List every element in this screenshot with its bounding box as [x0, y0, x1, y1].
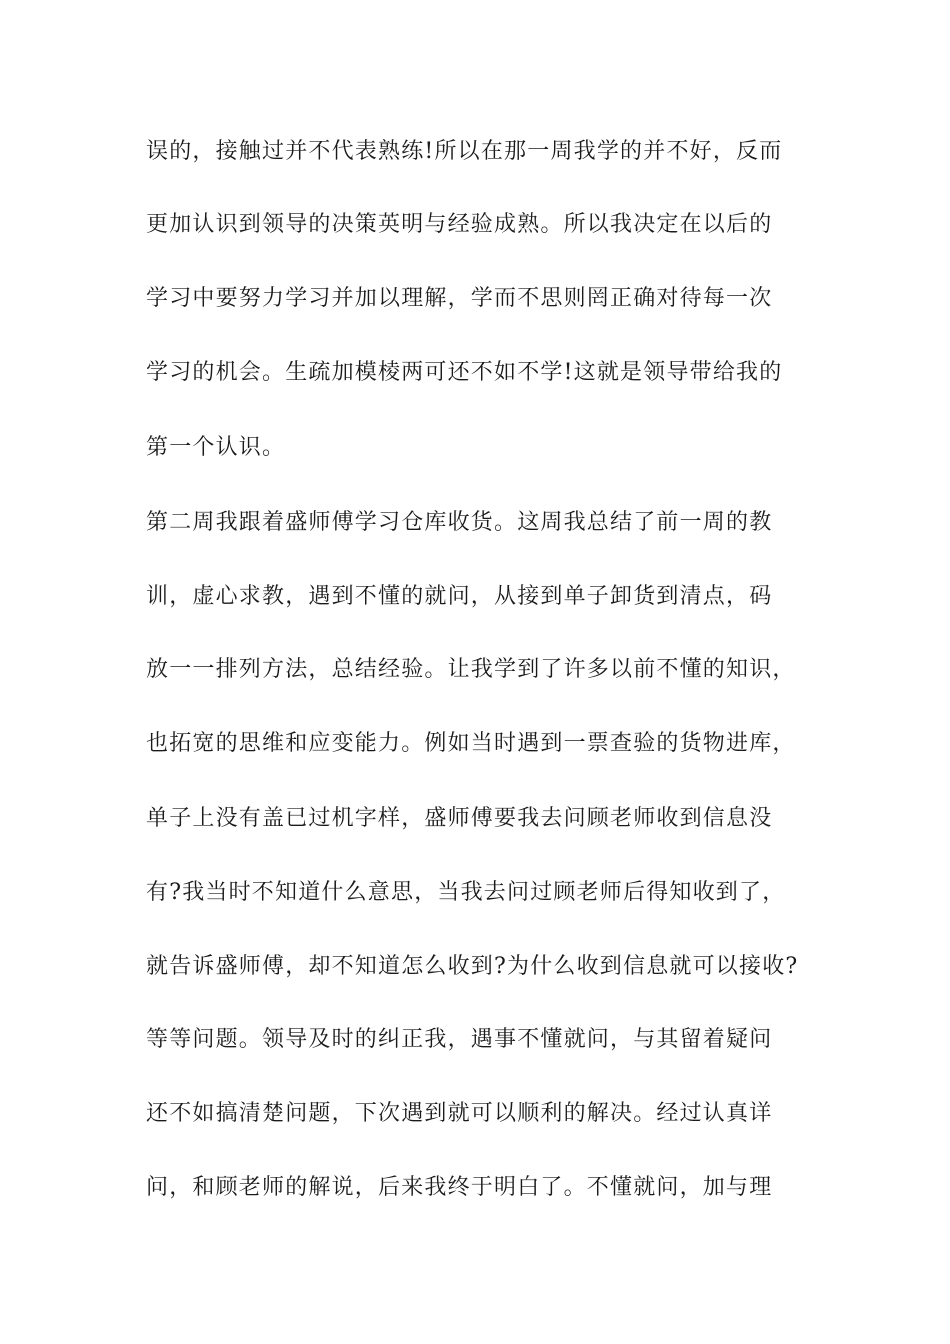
text-line: 更加认识到领导的决策英明与经验成熟。所以我决定在以后的	[146, 212, 773, 237]
text-line: 第一个认识。	[146, 435, 286, 460]
text-line: 训，虚心求教，遇到不懂的就问，从接到单子卸货到清点，码	[146, 584, 773, 609]
text-line: 也拓宽的思维和应变能力。例如当时遇到一票查验的货物进库，	[146, 731, 796, 756]
text-line: 单子上没有盖已过机字样，盛师傅要我去问顾老师收到信息没	[146, 806, 773, 831]
text-line: 第二周我跟着盛师傅学习仓库收货。这周我总结了前一周的教	[146, 510, 773, 535]
text-line: 放一一排列方法，总结经验。让我学到了许多以前不懂的知识，	[146, 657, 796, 682]
text-line: 学习中要努力学习并加以理解，学而不思则罔正确对待每一次	[146, 286, 773, 311]
text-line: 问，和顾老师的解说，后来我终于明白了。不懂就问，加与理	[146, 1175, 773, 1200]
text-line: 学习的机会。生疏加模棱两可还不如不学!这就是领导带给我的	[146, 360, 783, 385]
text-line: 误的，接触过并不代表熟练!所以在那一周我学的并不好，反而	[146, 139, 783, 164]
text-line: 就告诉盛师傅，却不知道怎么收到?为什么收到信息就可以接收?	[146, 954, 799, 979]
text-line: 等等问题。领导及时的纠正我，遇事不懂就问，与其留着疑问	[146, 1027, 773, 1052]
text-line: 有?我当时不知道什么意思，当我去问过顾老师后得知收到了，	[146, 880, 786, 905]
text-line: 还不如搞清楚问题，下次遇到就可以顺利的解决。经过认真详	[146, 1101, 773, 1126]
